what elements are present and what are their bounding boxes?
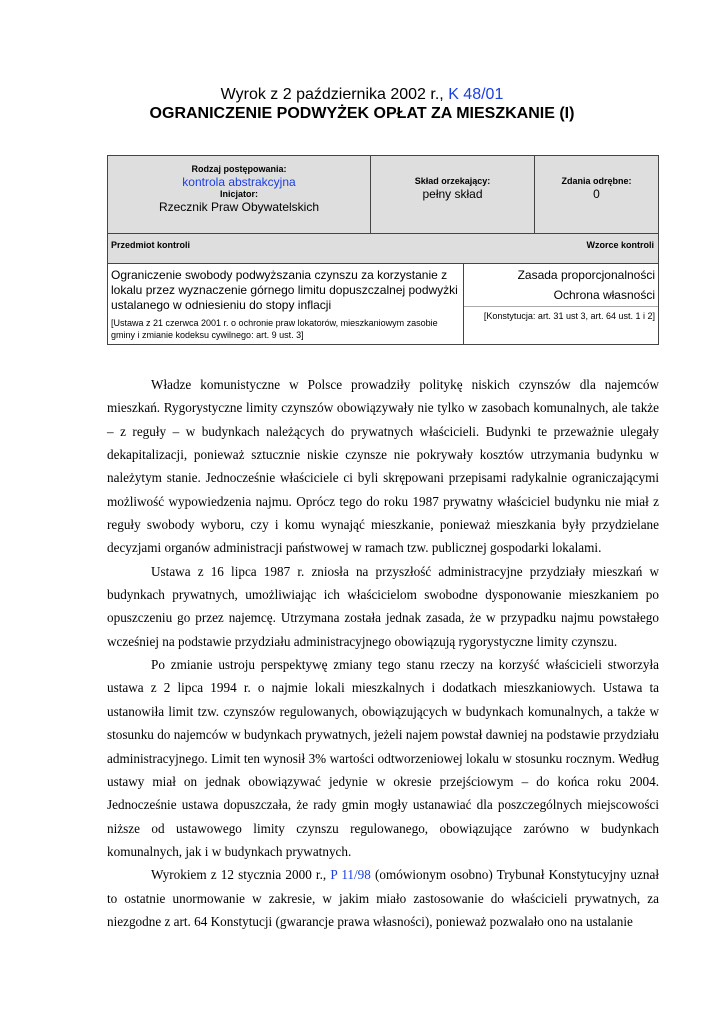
initiator-label: Inicjator: xyxy=(219,189,258,199)
panel-label: Skład orzekający: xyxy=(414,176,491,186)
case-reference-link[interactable]: P 11/98 xyxy=(330,867,371,883)
patterns-cell xyxy=(464,264,659,345)
pattern-item: Ochrona własności xyxy=(553,288,655,302)
subject-header: Przedmiot kontroli xyxy=(111,240,191,250)
patterns-law-reference: [Konstytucja: art. 31 ust 3, art. 64 ust. 1 i 2] xyxy=(483,311,655,321)
proceeding-type-link[interactable]: kontrola abstrakcyjna xyxy=(182,175,296,189)
dissents-cell xyxy=(535,156,659,241)
case-meta-table xyxy=(107,155,659,241)
review-subject-table xyxy=(107,233,659,345)
judgment-subtitle: OGRANICZENIE PODWYŻEK OPŁAT ZA MIESZKANIE (I) xyxy=(149,105,575,122)
dissents-value: 0 xyxy=(593,187,600,201)
case-number-link[interactable]: K 48/01 xyxy=(448,86,504,103)
initiator-value: Rzecznik Praw Obywatelskich xyxy=(158,200,320,214)
panel-value: pełny skład xyxy=(422,187,483,201)
body-paragraph: Po zmianie ustroju perspektywę zmiany tego stanu rzeczy na korzyść właścicieli stworzyła ustawa z 2 lipca 1994 r. o najmie lokali mieszkalnych i dodatkach mieszkaniowych. Ustawa ta ustanowiła limit tzw. czynszów regulowanych, obowiązujących w budynkach komunalnych, a także w stosunku do najemców w budynkach prywatnych, jeżeli najem powstał dawniej na podstawie przydziału administracyjnego. Limit ten wynosił 3% wartości odtworzeniowej lokalu w stosunku rocznym. Według ustawy miał on jednak obowiązywać jedynie w okresie przejściowym – do końca roku 2004. Jednocześnie ustawa dopuszczała, że rady gmin mogły ustanawiać dla poszczególnych miejscowości niższe od ustawowego limity czynszu regulowanego, obowiązujące zarówno w budynkach komunalnych, jak i w budynkach prywatnych. xyxy=(107,657,659,859)
proceeding-cell xyxy=(108,156,371,241)
patterns-divider xyxy=(464,306,658,307)
body-paragraph: Władze komunistyczne w Polsce prowadziły politykę niskich czynszów dla najemców mieszkań. Rygorystyczne limity czynszów obowiązywały nie tylko w zasobach komunalnych, ale także – z reguły – w budynkach należących do prywatnych właścicieli. Budynki te przeważnie ulegały dekapitalizacji, ponieważ sztucznie niskie czynsze nie pokrywały kosztów utrzymania budynku w należytym stanie. Jednocześnie właściciele ci byli skrępowani przepisami radykalnie ograniczającymi możliwość wypowiedzenia najmu. Oprócz tego do roku 1987 prywatny właściciel budynku nie miał z reguły swobody wyboru, czy i komu wynająć mieszkanie, ponieważ mieszkania były przydzielane decyzjami organów administracji państwowej w ramach tzw. publicznej gospodarki lokalami. xyxy=(107,377,659,556)
paragraph-text: Wyrokiem z 12 stycznia 2000 r., xyxy=(151,867,327,883)
dissents-label: Zdania odrębne: xyxy=(561,176,632,186)
title-prefix: Wyrok z 2 października 2002 r., xyxy=(220,86,444,103)
judgment-title xyxy=(0,86,724,104)
proceeding-label: Rodzaj postępowania: xyxy=(191,164,287,174)
subject-table-header xyxy=(108,234,659,264)
panel-cell xyxy=(371,156,535,241)
subject-text: Ograniczenie swobody podwyższania czynszu za korzystanie z lokalu przez wyznaczenie górnego limitu dopuszczalnej podwyżki ustalanego w odniesieniu do stopy inflacji xyxy=(111,268,458,312)
subject-law-reference: [Ustawa z 21 czerwca 2001 r. o ochronie praw lokatorów, mieszkaniowym zasobie gminy i zmianie kodeksu cywilnego: art. 9 ust. 3] xyxy=(111,318,438,340)
paragraph-text: (omówionym osobno) Trybunał Konstytucyjny uznał to ostatnie unormowanie w zakresie, w jakim miało zastosowanie do właścicieli prywatnych, za niezgodne z art. 64 Konstytucji (gwarancje prawa własności), ponieważ pozwalało ono na ustalanie xyxy=(107,867,659,929)
subject-cell xyxy=(108,264,464,345)
judgment-body xyxy=(107,373,659,933)
body-paragraph xyxy=(107,863,659,933)
patterns-header: Wzorce kontroli xyxy=(586,240,654,250)
body-paragraph: Ustawa z 16 lipca 1987 r. zniosła na przyszłość administracyjne przydziały mieszkań w budynkach prywatnych, umożliwiając ich właścicielom swobodne dysponowanie mieszkaniem po opuszczeniu go przez najemcę. Utrzymana została jednak zasada, że w przypadku najmu powstałego wcześniej na podstawie przydziału administracyjnego obowiązują rygorystyczne limity czynszu. xyxy=(107,563,659,649)
pattern-item: Zasada proporcjonalności xyxy=(517,268,655,282)
